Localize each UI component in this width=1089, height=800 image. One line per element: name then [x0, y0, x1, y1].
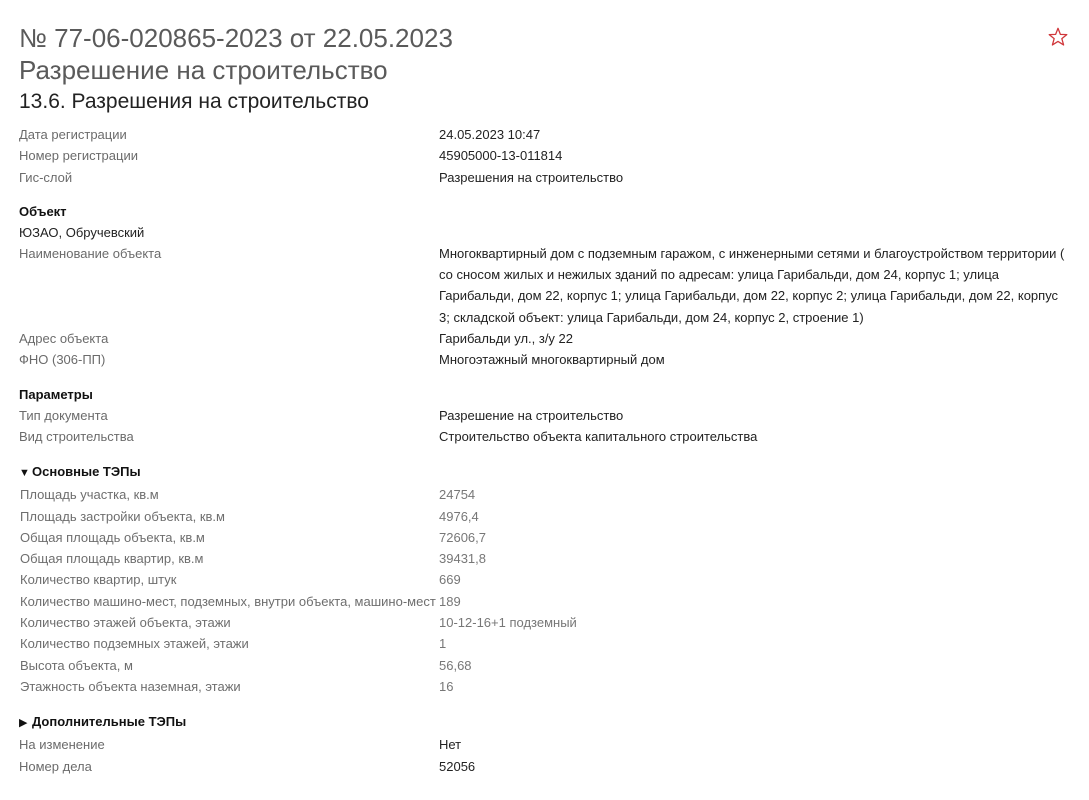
- field-label: Площадь застройки объекта, кв.м: [20, 508, 225, 524]
- object-heading: Объект: [19, 203, 67, 219]
- field-label: Вид строительства: [19, 428, 134, 444]
- field-value: 1: [439, 636, 447, 652]
- field-row: [19, 655, 1069, 676]
- object-district: ЮЗАО, Обручевский: [19, 224, 145, 240]
- field-row: [19, 506, 1069, 527]
- field-row: [19, 145, 1069, 166]
- field-label: ФНО (306-ПП): [19, 352, 106, 368]
- field-value: 16: [439, 678, 454, 694]
- field-label: Высота объекта, м: [20, 657, 133, 673]
- field-label: Гис-слой: [19, 169, 73, 185]
- field-value: Разрешения на строительство: [439, 169, 624, 185]
- field-label: Адрес объекта: [19, 331, 109, 347]
- field-value: 10-12-16+1 подземный: [439, 615, 577, 631]
- extra-tep-heading: Дополнительные ТЭПы: [32, 714, 187, 730]
- field-row: [19, 167, 1069, 188]
- field-value: 669: [439, 572, 461, 588]
- field-row: [19, 633, 1069, 654]
- field-row: [19, 612, 1069, 633]
- field-value: 24.05.2023 10:47: [439, 127, 541, 142]
- main-tep-toggle[interactable]: [19, 461, 1069, 484]
- permit-number-title: № 77-06-020865-2023 от 22.05.2023: [19, 23, 453, 53]
- parameters-section: [19, 384, 1069, 448]
- field-label: Общая площадь квартир, кв.м: [20, 551, 204, 567]
- triangle-right-icon: ▶: [19, 717, 28, 730]
- field-row: [19, 124, 1069, 145]
- main-tep-section: [19, 461, 1069, 697]
- document-type-title: Разрешение на строительство: [19, 55, 388, 85]
- field-value: 56,68: [439, 657, 472, 673]
- field-value: 45905000-13-011814: [439, 148, 563, 164]
- field-row: [19, 676, 1069, 697]
- field-row: [19, 548, 1069, 569]
- extra-tep-section: [19, 711, 1069, 777]
- field-label: Наименование объекта: [19, 245, 162, 261]
- field-value: 24754: [439, 487, 476, 503]
- field-label: Количество подземных этажей, этажи: [20, 636, 249, 652]
- parameters-heading: Параметры: [19, 386, 93, 402]
- field-value: Гарибальди ул., з/у 22: [439, 331, 574, 347]
- field-value: Нет: [439, 737, 462, 753]
- field-value: Многоквартирный дом с подземным гаражом, с инженерными сетями и благоустройством территории ( со сносом жилых и нежилых зданий по адресам: улица Гарибальди, дом 24, корпус 1; улица Гарибальди, дом 22, корпус 1; улица Гарибальди, дом 22, корпус 2; улица Гарибальди, дом 22, корпус 3; складской объект: улица Гарибальди, дом 24, корпус 2, строение 1): [439, 245, 1065, 325]
- field-label: Количество этажей объекта, этажи: [20, 615, 231, 631]
- field-label: Тип документа: [19, 407, 108, 423]
- field-row: [19, 756, 1069, 777]
- field-row: [19, 484, 1069, 505]
- star-outline-icon[interactable]: [1047, 26, 1069, 48]
- field-value: 72606,7: [439, 529, 486, 545]
- field-label: Количество машино-мест, подземных, внутри объекта, машино-мест: [20, 593, 436, 609]
- field-value: Многоэтажный многоквартирный дом: [439, 352, 665, 368]
- field-value: 189: [439, 593, 461, 609]
- field-row: [19, 328, 1069, 349]
- field-label: Общая площадь объекта, кв.м: [20, 529, 205, 545]
- field-label: Номер регистрации: [19, 148, 138, 164]
- field-value: Разрешение на строительство: [439, 407, 624, 423]
- field-label: Номер дела: [19, 758, 92, 774]
- field-label: Количество квартир, штук: [20, 572, 177, 588]
- field-label: На изменение: [19, 737, 105, 753]
- extra-tep-toggle[interactable]: [19, 711, 1069, 734]
- field-row: [19, 349, 1069, 370]
- field-value: 4976,4: [439, 508, 479, 524]
- field-row: [19, 734, 1069, 755]
- field-row: [19, 591, 1069, 612]
- field-label: Этажность объекта наземная, этажи: [20, 678, 241, 694]
- field-row: [19, 405, 1069, 426]
- field-row: [19, 426, 1069, 447]
- field-label: Дата регистрации: [19, 127, 127, 142]
- permit-card: [19, 22, 1069, 777]
- category-title: 13.6. Разрешения на строительство: [19, 90, 369, 113]
- field-row: [19, 527, 1069, 548]
- main-tep-heading: Основные ТЭПы: [32, 464, 141, 480]
- field-label: Площадь участка, кв.м: [20, 487, 159, 503]
- registration-section: [19, 124, 1069, 188]
- triangle-down-icon: ▼: [19, 467, 30, 480]
- field-value: 39431,8: [439, 551, 486, 567]
- field-row: [19, 569, 1069, 590]
- field-value: Строительство объекта капитального строительства: [439, 428, 758, 444]
- object-section: [19, 201, 1069, 371]
- field-row: [19, 243, 1069, 328]
- field-value: 52056: [439, 758, 476, 774]
